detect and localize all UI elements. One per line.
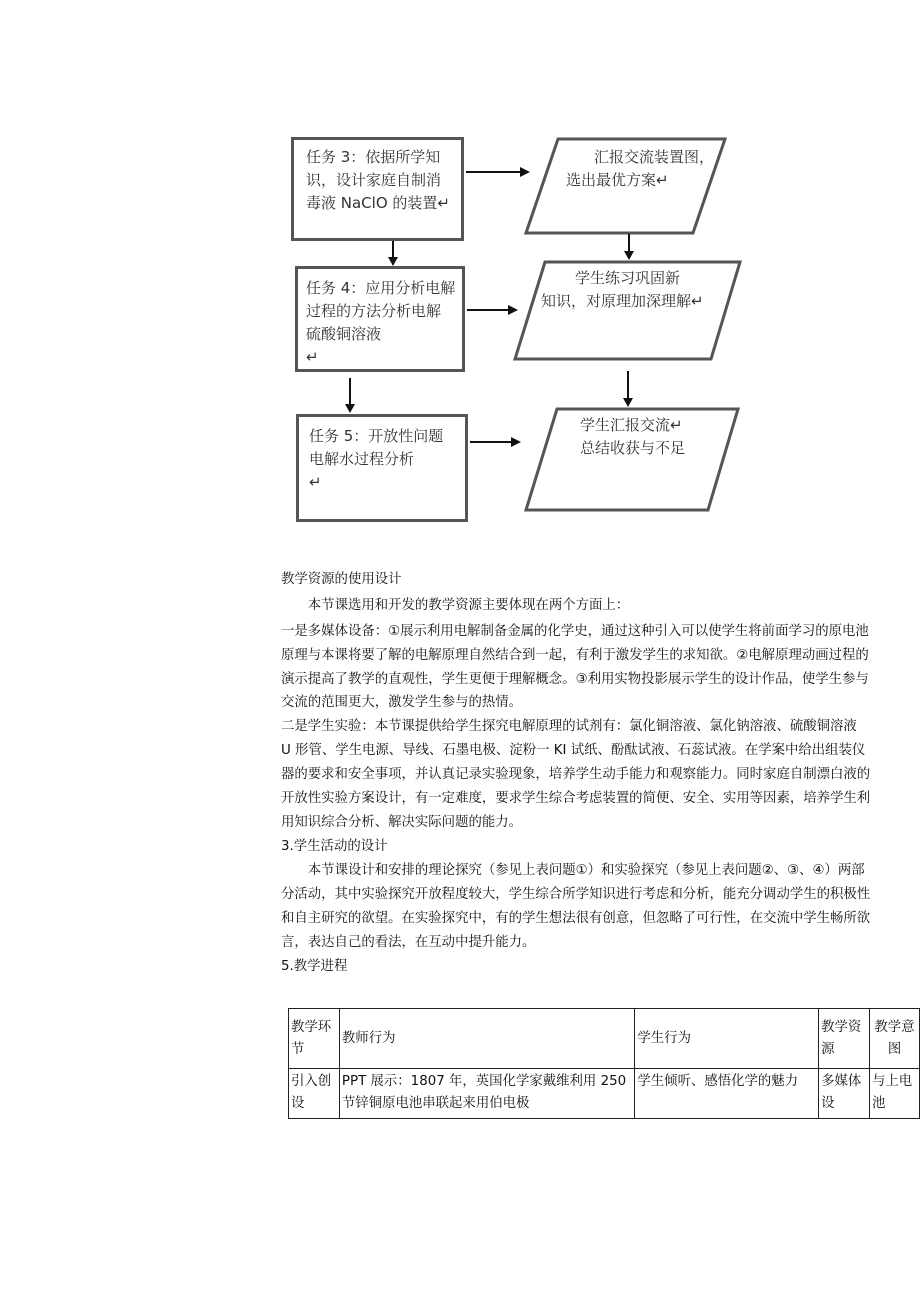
para-experiment-line-5: 用知识综合分析、解决实际问题的能力。 <box>281 815 523 830</box>
table-header-cell: 教学环节 <box>289 1009 340 1069</box>
table-cell: 与上电池 <box>870 1069 920 1119</box>
para-activity-line-4: 言，表达自己的看法，在互动中提升能力。 <box>281 935 536 950</box>
para-media-line-2: 原理与本课将要了解的电解原理自然结合到一起，有利于激发学生的求知欲。②电解原理动画过程的 <box>281 648 869 663</box>
para-media-line-1: 一是多媒体设备：①展示利用电解制备金属的化学史，通过这种引入可以使学生将前面学习的原电池 <box>281 624 869 639</box>
table-cell: PPT 展示：1807 年，英国化学家戴维利用 250 节锌铜原电池串联起来用伯电极 <box>339 1069 634 1119</box>
heading-progress: 5.教学进程 <box>281 959 348 974</box>
table-header-cell: 教学意图 <box>870 1009 920 1069</box>
heading-activity: 3.学生活动的设计 <box>281 839 388 854</box>
table-header-cell: 学生行为 <box>635 1009 819 1069</box>
para-activity-line-2: 分活动，其中实验探究开放程度较大，学生综合所学知识进行考虑和分析，能充分调动学生的积极性 <box>281 887 871 902</box>
para-experiment-line-4: 开放性实验方案设计，有一定难度，要求学生综合考虑装置的简便、安全、实用等因素，培养学生利 <box>281 791 871 806</box>
table-cell: 学生倾听、感悟化学的魅力 <box>635 1069 819 1119</box>
heading-resource: 教学资源的使用设计 <box>281 572 402 587</box>
teaching-progress-table <box>288 1008 920 1119</box>
table-cell: 引入创设 <box>289 1069 340 1119</box>
para-experiment-line-3: 器的要求和安全事项，并认真记录实验现象，培养学生动手能力和观察能力。同时家庭自制漂白液的 <box>281 767 871 782</box>
para-resource-intro: 本节课选用和开发的教学资源主要体现在两个方面上： <box>307 598 630 613</box>
report-text: 汇报交流装置图， 选出最优方案↵ <box>566 148 715 189</box>
table-row <box>289 1069 920 1119</box>
task5-text: 任务 5：开放性问题 电解水过程分析 ↵ <box>309 427 444 491</box>
para-experiment-line-1: 二是学生实验：本节课提供给学生探究电解原理的试剂有：氯化铜溶液、氯化钠溶液、硫酸铜溶液 <box>281 719 857 734</box>
table-header-cell: 教师行为 <box>339 1009 634 1069</box>
task3-text: 任务 3：依据所学知 识，设计家庭自制消 毒液 NaClO 的装置↵ <box>306 148 450 212</box>
table-header-row <box>289 1009 920 1069</box>
practice-text: 学生练习巩固新 知识，对原理加深理解↵ <box>541 269 704 310</box>
summary-text: 学生汇报交流↵ 总结收获与不足 <box>580 416 686 457</box>
table-cell: 多媒体设 <box>819 1069 870 1119</box>
para-activity-line-3: 和自主研究的欲望。在实验探究中，有的学生想法很有创意，但忽略了可行性，在交流中学生畅所欲 <box>281 911 871 926</box>
task4-text: 任务 4：应用分析电解 过程的方法分析电解 硫酸铜溶液 ↵ <box>306 279 456 366</box>
para-activity-line-1: 本节课设计和安排的理论探究（参见上表问题①）和实验探究（参见上表问题②、③、④）两部 <box>307 863 865 878</box>
para-experiment-line-2: U 形管、学生电源、导线、石墨电极、淀粉一 KI 试纸、酚酞试液、石蕊试液。在学案中给出组装仪 <box>281 743 866 758</box>
table-header-cell: 教学资源 <box>819 1009 870 1069</box>
para-media-line-4: 交流的范围更大，激发学生参与的热情。 <box>281 695 523 710</box>
para-media-line-3: 演示提高了教学的直观性，学生更便于理解概念。③利用实物投影展示学生的设计作品，使学生参与 <box>281 672 869 687</box>
